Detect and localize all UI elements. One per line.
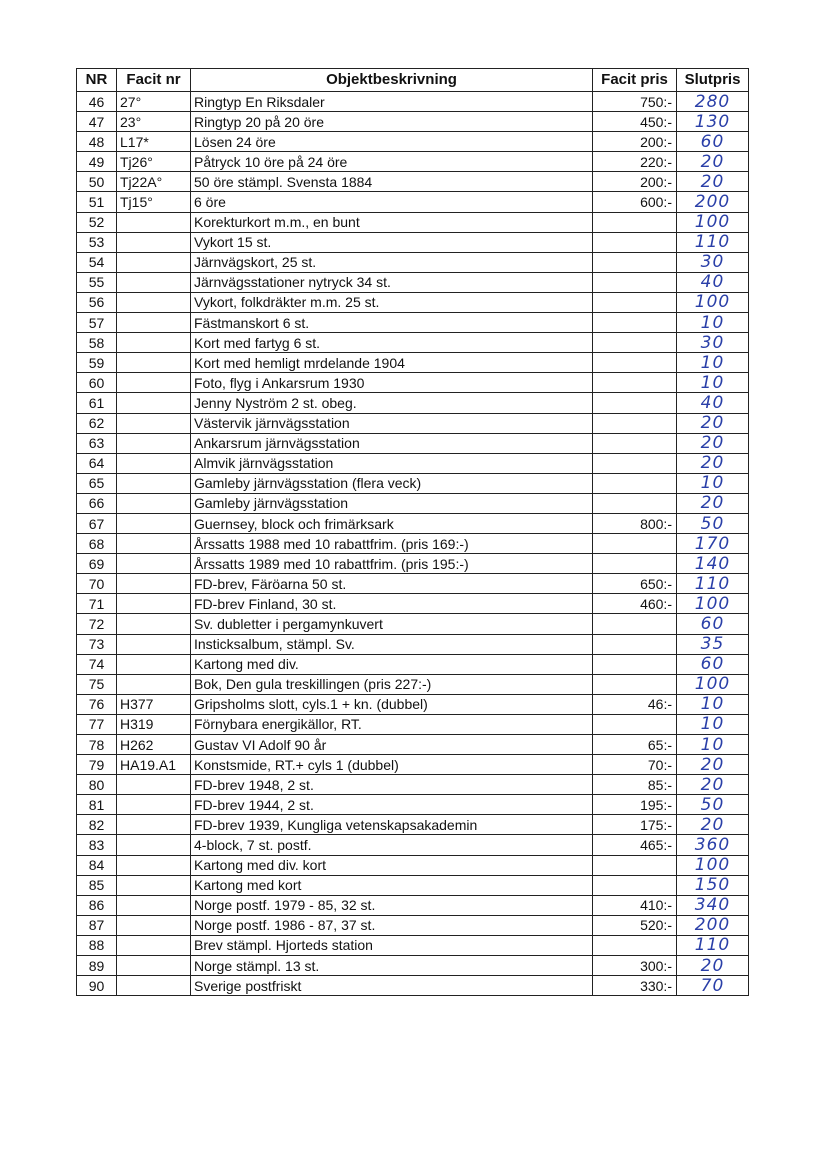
cell-description: Påtryck 10 öre på 24 öre — [191, 152, 593, 172]
cell-slutpris: 20 — [677, 152, 749, 172]
cell-slutpris: 40 — [677, 272, 749, 292]
cell-slutpris: 110 — [677, 232, 749, 252]
cell-facit-pris — [593, 855, 677, 875]
cell-facit-pris: 750:- — [593, 92, 677, 112]
cell-facit-nr — [117, 413, 191, 433]
cell-facit-nr: Tj26° — [117, 152, 191, 172]
cell-facit-nr — [117, 614, 191, 634]
cell-slutpris: 20 — [677, 775, 749, 795]
cell-description: Guernsey, block och frimärksark — [191, 513, 593, 533]
cell-slutpris: 100 — [677, 855, 749, 875]
table-row — [77, 192, 749, 212]
cell-slutpris: 100 — [677, 674, 749, 694]
cell-facit-nr: H377 — [117, 694, 191, 714]
cell-description: Årssatts 1988 med 10 rabattfrim. (pris 169:-) — [191, 534, 593, 554]
cell-nr: 77 — [77, 714, 117, 734]
cell-description: Sverige postfriskt — [191, 976, 593, 996]
table-row — [77, 674, 749, 694]
cell-nr: 58 — [77, 333, 117, 353]
cell-facit-pris — [593, 875, 677, 895]
cell-facit-pris: 330:- — [593, 976, 677, 996]
table-row — [77, 152, 749, 172]
cell-facit-pris — [593, 393, 677, 413]
cell-facit-nr — [117, 393, 191, 413]
cell-description: Norge stämpl. 13 st. — [191, 956, 593, 976]
cell-slutpris: 20 — [677, 172, 749, 192]
cell-nr: 56 — [77, 292, 117, 312]
header-nr: NR — [77, 69, 117, 92]
table-row — [77, 654, 749, 674]
cell-slutpris: 200 — [677, 915, 749, 935]
cell-facit-nr — [117, 333, 191, 353]
cell-description: FD-brev 1944, 2 st. — [191, 795, 593, 815]
cell-facit-pris — [593, 232, 677, 252]
cell-slutpris: 130 — [677, 112, 749, 132]
cell-nr: 84 — [77, 855, 117, 875]
table-row — [77, 313, 749, 333]
cell-description: FD-brev 1939, Kungliga vetenskapsakademin — [191, 815, 593, 835]
cell-slutpris: 40 — [677, 393, 749, 413]
cell-facit-nr — [117, 252, 191, 272]
table-row — [77, 835, 749, 855]
table-row — [77, 795, 749, 815]
cell-description: Jenny Nyström 2 st. obeg. — [191, 393, 593, 413]
table-row — [77, 915, 749, 935]
cell-nr: 75 — [77, 674, 117, 694]
cell-facit-nr: L17* — [117, 132, 191, 152]
cell-facit-pris — [593, 212, 677, 232]
cell-description: Kort med hemligt mrdelande 1904 — [191, 353, 593, 373]
cell-description: Gamleby järnvägsstation (flera veck) — [191, 473, 593, 493]
cell-facit-nr — [117, 292, 191, 312]
cell-nr: 50 — [77, 172, 117, 192]
table-row — [77, 112, 749, 132]
cell-facit-nr — [117, 654, 191, 674]
cell-slutpris: 10 — [677, 735, 749, 755]
cell-facit-pris — [593, 935, 677, 955]
cell-description: Ankarsrum järnvägsstation — [191, 433, 593, 453]
cell-nr: 85 — [77, 875, 117, 895]
cell-nr: 68 — [77, 534, 117, 554]
cell-slutpris: 20 — [677, 956, 749, 976]
cell-slutpris: 110 — [677, 935, 749, 955]
cell-facit-pris — [593, 453, 677, 473]
cell-facit-pris — [593, 313, 677, 333]
cell-nr: 78 — [77, 735, 117, 755]
cell-description: Lösen 24 öre — [191, 132, 593, 152]
cell-facit-nr — [117, 212, 191, 232]
cell-nr: 69 — [77, 554, 117, 574]
cell-description: Sv. dubletter i pergamynkuvert — [191, 614, 593, 634]
cell-facit-pris: 85:- — [593, 775, 677, 795]
cell-description: Årssatts 1989 med 10 rabattfrim. (pris 195:-) — [191, 554, 593, 574]
cell-facit-pris — [593, 493, 677, 513]
cell-nr: 49 — [77, 152, 117, 172]
cell-nr: 64 — [77, 453, 117, 473]
table-row — [77, 574, 749, 594]
cell-facit-pris — [593, 714, 677, 734]
cell-facit-nr — [117, 313, 191, 333]
cell-facit-nr — [117, 815, 191, 835]
cell-slutpris: 50 — [677, 795, 749, 815]
cell-facit-pris — [593, 353, 677, 373]
table-row — [77, 92, 749, 112]
cell-description: Västervik järnvägsstation — [191, 413, 593, 433]
cell-description: Bok, Den gula treskillingen (pris 227:-) — [191, 674, 593, 694]
cell-nr: 60 — [77, 373, 117, 393]
cell-slutpris: 10 — [677, 473, 749, 493]
cell-facit-pris: 200:- — [593, 172, 677, 192]
cell-facit-nr — [117, 554, 191, 574]
cell-nr: 71 — [77, 594, 117, 614]
cell-slutpris: 340 — [677, 895, 749, 915]
cell-nr: 51 — [77, 192, 117, 212]
cell-description: Kort med fartyg 6 st. — [191, 333, 593, 353]
cell-facit-nr — [117, 232, 191, 252]
cell-description: Brev stämpl. Hjorteds station — [191, 935, 593, 955]
cell-facit-pris — [593, 413, 677, 433]
cell-facit-pris — [593, 333, 677, 353]
table-row — [77, 755, 749, 775]
cell-facit-pris: 70:- — [593, 755, 677, 775]
table-row — [77, 373, 749, 393]
cell-nr: 70 — [77, 574, 117, 594]
cell-description: FD-brev 1948, 2 st. — [191, 775, 593, 795]
cell-facit-nr — [117, 915, 191, 935]
table-row — [77, 132, 749, 152]
cell-nr: 47 — [77, 112, 117, 132]
cell-slutpris: 20 — [677, 453, 749, 473]
cell-slutpris: 20 — [677, 493, 749, 513]
table-row — [77, 292, 749, 312]
cell-description: Norge postf. 1986 - 87, 37 st. — [191, 915, 593, 935]
cell-nr: 90 — [77, 976, 117, 996]
cell-facit-nr — [117, 875, 191, 895]
cell-slutpris: 60 — [677, 614, 749, 634]
cell-description: Ringtyp 20 på 20 öre — [191, 112, 593, 132]
table-row — [77, 534, 749, 554]
cell-facit-pris: 200:- — [593, 132, 677, 152]
header-objektbeskrivning: Objektbeskrivning — [191, 69, 593, 92]
cell-description: Kartong med div. — [191, 654, 593, 674]
cell-facit-nr — [117, 453, 191, 473]
table-row — [77, 433, 749, 453]
cell-facit-nr — [117, 775, 191, 795]
cell-facit-pris: 520:- — [593, 915, 677, 935]
cell-nr: 82 — [77, 815, 117, 835]
cell-description: FD-brev Finland, 30 st. — [191, 594, 593, 614]
cell-slutpris: 20 — [677, 815, 749, 835]
cell-facit-pris: 460:- — [593, 594, 677, 614]
cell-nr: 74 — [77, 654, 117, 674]
table-row — [77, 172, 749, 192]
cell-nr: 80 — [77, 775, 117, 795]
cell-nr: 48 — [77, 132, 117, 152]
cell-slutpris: 150 — [677, 875, 749, 895]
cell-description: Vykort, folkdräkter m.m. 25 st. — [191, 292, 593, 312]
table-row — [77, 815, 749, 835]
cell-facit-pris: 650:- — [593, 574, 677, 594]
cell-description: Kartong med kort — [191, 875, 593, 895]
cell-nr: 81 — [77, 795, 117, 815]
cell-slutpris: 20 — [677, 413, 749, 433]
cell-description: Förnybara energikällor, RT. — [191, 714, 593, 734]
cell-facit-pris: 465:- — [593, 835, 677, 855]
table-row — [77, 333, 749, 353]
cell-facit-nr: H262 — [117, 735, 191, 755]
cell-slutpris: 35 — [677, 634, 749, 654]
cell-facit-pris: 450:- — [593, 112, 677, 132]
cell-facit-pris: 46:- — [593, 694, 677, 714]
cell-facit-pris: 800:- — [593, 513, 677, 533]
cell-nr: 62 — [77, 413, 117, 433]
cell-description: Almvik järnvägsstation — [191, 453, 593, 473]
cell-slutpris: 170 — [677, 534, 749, 554]
cell-nr: 54 — [77, 252, 117, 272]
cell-slutpris: 60 — [677, 654, 749, 674]
cell-description: Gripsholms slott, cyls.1 + kn. (dubbel) — [191, 694, 593, 714]
cell-nr: 46 — [77, 92, 117, 112]
cell-slutpris: 200 — [677, 192, 749, 212]
table-row — [77, 353, 749, 373]
cell-description: Järnvägskort, 25 st. — [191, 252, 593, 272]
cell-facit-nr — [117, 594, 191, 614]
cell-facit-nr — [117, 574, 191, 594]
cell-nr: 65 — [77, 473, 117, 493]
cell-nr: 86 — [77, 895, 117, 915]
cell-facit-nr — [117, 795, 191, 815]
table-row — [77, 554, 749, 574]
cell-description: Norge postf. 1979 - 85, 32 st. — [191, 895, 593, 915]
cell-facit-pris — [593, 534, 677, 554]
cell-facit-nr — [117, 433, 191, 453]
cell-description: Insticksalbum, stämpl. Sv. — [191, 634, 593, 654]
cell-nr: 63 — [77, 433, 117, 453]
header-facit-pris: Facit pris — [593, 69, 677, 92]
cell-description: Gamleby järnvägsstation — [191, 493, 593, 513]
cell-facit-nr: H319 — [117, 714, 191, 734]
cell-slutpris: 280 — [677, 92, 749, 112]
cell-facit-pris — [593, 292, 677, 312]
cell-nr: 61 — [77, 393, 117, 413]
cell-facit-nr: 27° — [117, 92, 191, 112]
table-row — [77, 493, 749, 513]
cell-description: 6 öre — [191, 192, 593, 212]
table-row — [77, 473, 749, 493]
cell-facit-nr — [117, 513, 191, 533]
table-row — [77, 232, 749, 252]
cell-facit-pris — [593, 272, 677, 292]
cell-slutpris: 140 — [677, 554, 749, 574]
cell-facit-pris: 220:- — [593, 152, 677, 172]
auction-results-table — [76, 68, 749, 996]
table-row — [77, 453, 749, 473]
cell-facit-nr — [117, 956, 191, 976]
cell-facit-nr: 23° — [117, 112, 191, 132]
table-row — [77, 855, 749, 875]
cell-facit-nr — [117, 534, 191, 554]
cell-slutpris: 30 — [677, 333, 749, 353]
cell-facit-nr: Tj22A° — [117, 172, 191, 192]
cell-slutpris: 100 — [677, 212, 749, 232]
cell-slutpris: 20 — [677, 433, 749, 453]
header-row — [77, 69, 749, 92]
table-row — [77, 634, 749, 654]
cell-nr: 76 — [77, 694, 117, 714]
table-row — [77, 614, 749, 634]
table-row — [77, 413, 749, 433]
cell-facit-pris: 195:- — [593, 795, 677, 815]
cell-description: FD-brev, Färöarna 50 st. — [191, 574, 593, 594]
cell-slutpris: 110 — [677, 574, 749, 594]
cell-description: 50 öre stämpl. Svensta 1884 — [191, 172, 593, 192]
cell-description: Ringtyp En Riksdaler — [191, 92, 593, 112]
cell-nr: 59 — [77, 353, 117, 373]
cell-slutpris: 10 — [677, 353, 749, 373]
table-row — [77, 212, 749, 232]
cell-nr: 88 — [77, 935, 117, 955]
cell-facit-pris: 300:- — [593, 956, 677, 976]
cell-facit-nr — [117, 674, 191, 694]
cell-description: Kartong med div. kort — [191, 855, 593, 875]
cell-facit-nr — [117, 373, 191, 393]
cell-facit-pris: 175:- — [593, 815, 677, 835]
cell-nr: 53 — [77, 232, 117, 252]
table-row — [77, 694, 749, 714]
cell-facit-nr — [117, 895, 191, 915]
table-row — [77, 393, 749, 413]
cell-slutpris: 30 — [677, 252, 749, 272]
cell-slutpris: 360 — [677, 835, 749, 855]
table-row — [77, 252, 749, 272]
cell-facit-nr — [117, 473, 191, 493]
cell-description: Vykort 15 st. — [191, 232, 593, 252]
cell-description: 4-block, 7 st. postf. — [191, 835, 593, 855]
table-row — [77, 895, 749, 915]
cell-nr: 87 — [77, 915, 117, 935]
cell-facit-nr — [117, 976, 191, 996]
cell-description: Fästmanskort 6 st. — [191, 313, 593, 333]
cell-slutpris: 20 — [677, 755, 749, 775]
cell-facit-pris — [593, 634, 677, 654]
cell-slutpris: 10 — [677, 714, 749, 734]
cell-facit-nr — [117, 272, 191, 292]
cell-facit-nr — [117, 353, 191, 373]
cell-description: Gustav VI Adolf 90 år — [191, 735, 593, 755]
cell-description: Foto, flyg i Ankarsrum 1930 — [191, 373, 593, 393]
cell-facit-nr: HA19.A1 — [117, 755, 191, 775]
table-row — [77, 935, 749, 955]
cell-facit-pris — [593, 473, 677, 493]
cell-nr: 89 — [77, 956, 117, 976]
cell-description: Korekturkort m.m., en bunt — [191, 212, 593, 232]
cell-nr: 67 — [77, 513, 117, 533]
table-row — [77, 272, 749, 292]
cell-facit-pris: 600:- — [593, 192, 677, 212]
cell-facit-nr — [117, 835, 191, 855]
table-body — [77, 92, 749, 996]
cell-nr: 55 — [77, 272, 117, 292]
cell-slutpris: 70 — [677, 976, 749, 996]
cell-facit-pris — [593, 614, 677, 634]
cell-facit-nr — [117, 935, 191, 955]
cell-facit-pris: 410:- — [593, 895, 677, 915]
cell-description: Järnvägsstationer nytryck 34 st. — [191, 272, 593, 292]
cell-nr: 79 — [77, 755, 117, 775]
cell-slutpris: 100 — [677, 292, 749, 312]
table-row — [77, 735, 749, 755]
table-row — [77, 976, 749, 996]
cell-slutpris: 100 — [677, 594, 749, 614]
cell-facit-pris — [593, 373, 677, 393]
table-row — [77, 594, 749, 614]
table-row — [77, 714, 749, 734]
cell-slutpris: 10 — [677, 373, 749, 393]
header-slutpris: Slutpris — [677, 69, 749, 92]
header-facit-nr: Facit nr — [117, 69, 191, 92]
cell-nr: 52 — [77, 212, 117, 232]
cell-slutpris: 10 — [677, 694, 749, 714]
cell-description: Konstsmide, RT.+ cyls 1 (dubbel) — [191, 755, 593, 775]
table-row — [77, 956, 749, 976]
cell-facit-pris: 65:- — [593, 735, 677, 755]
cell-facit-nr — [117, 493, 191, 513]
cell-slutpris: 10 — [677, 313, 749, 333]
cell-facit-nr: Tj15° — [117, 192, 191, 212]
table-row — [77, 775, 749, 795]
table-row — [77, 875, 749, 895]
cell-nr: 66 — [77, 493, 117, 513]
cell-facit-pris — [593, 654, 677, 674]
cell-facit-pris — [593, 433, 677, 453]
cell-facit-pris — [593, 674, 677, 694]
table-row — [77, 513, 749, 533]
cell-slutpris: 60 — [677, 132, 749, 152]
cell-facit-nr — [117, 855, 191, 875]
cell-nr: 57 — [77, 313, 117, 333]
cell-slutpris: 50 — [677, 513, 749, 533]
cell-facit-nr — [117, 634, 191, 654]
cell-facit-pris — [593, 252, 677, 272]
cell-facit-pris — [593, 554, 677, 574]
cell-nr: 72 — [77, 614, 117, 634]
cell-nr: 73 — [77, 634, 117, 654]
cell-nr: 83 — [77, 835, 117, 855]
